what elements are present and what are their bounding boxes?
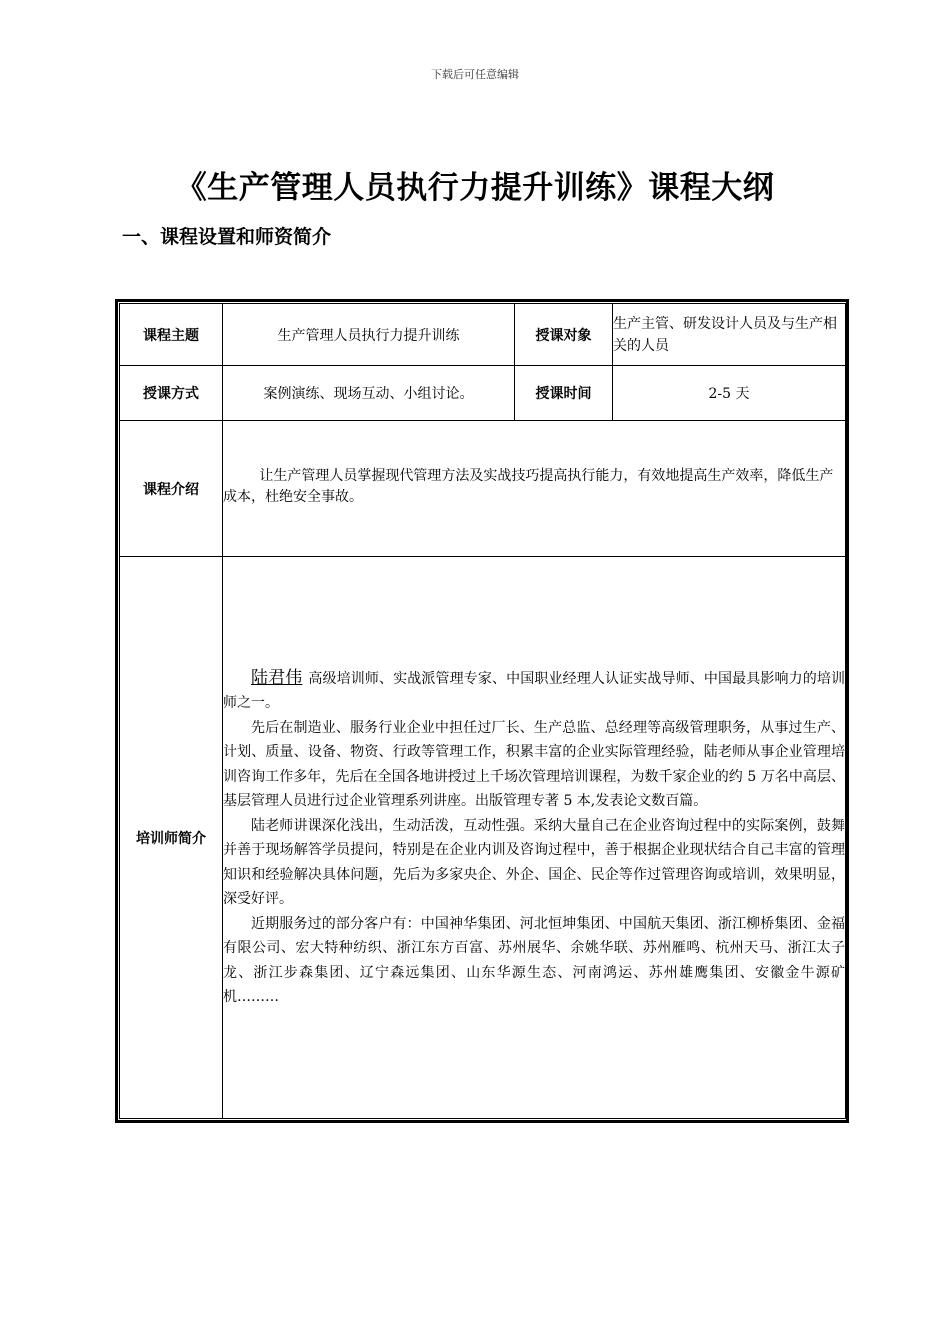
- trainer-bio-cell: [223, 557, 846, 1119]
- trainer-paragraph: 先后在制造业、服务行业企业中担任过厂长、生产总监、总经理等高级管理职务，从事过生产、计划、质量、设备、物资、行政等管理工作，积累丰富的企业实际管理经验，陆老师从事企业管理培训咨询工作多年，先后在全国各地讲授过上千场次管理培训课程，为数千家企业的约 5 万名中高层、基层管理人员进行过企业管理系列讲座。出版管理专著 5 本,发表论文数百篇。: [223, 719, 845, 809]
- intro-text: 让生产管理人员掌握现代管理方法及实战技巧提高执行能力，有效地提高生产效率，降低生产成本，杜绝安全事故。: [223, 467, 834, 505]
- trainer-summary: 高级培训师、实战派管理专家、中国职业经理人认证实战导师、中国最具影响力的培训师之一。: [223, 670, 845, 711]
- course-outline-table: [119, 303, 846, 1119]
- duration-label: 授课时间: [515, 366, 613, 421]
- trainer-label: 培训师简介: [120, 557, 223, 1119]
- trainer-paragraph: [223, 666, 845, 716]
- trainer-paragraph: 陆老师讲课深化浅出，生动活泼，互动性强。采纳大量自己在企业咨询过程中的实际案例，鼓舞并善于现场解答学员提问，特别是在企业内训及咨询过程中，善于根据企业现状结合自己丰富的管理知识和经验解决具体问题，先后为多家央企、外企、国企、民企等作过管理咨询或培训，效果明显，深受好评。: [223, 817, 845, 907]
- audience-label: 授课对象: [515, 304, 613, 366]
- document-title: 《生产管理人员执行力提升训练》课程大纲: [175, 170, 775, 206]
- trainer-name: 陆君伟: [251, 667, 303, 688]
- course-topic-label: 课程主题: [120, 304, 223, 366]
- method-label: 授课方式: [120, 366, 223, 421]
- header-note: 下载后可任意编辑: [431, 68, 519, 81]
- intro-cell: [223, 421, 846, 557]
- course-topic-value: 生产管理人员执行力提升训练: [223, 304, 515, 366]
- method-value: 案例演练、现场互动、小组讨论。: [223, 366, 515, 421]
- table-row: [120, 304, 846, 366]
- audience-value: 生产主管、研发设计人员及与生产相关的人员: [613, 304, 846, 366]
- intro-label: 课程介绍: [120, 421, 223, 557]
- duration-value: 2-5 天: [613, 366, 846, 421]
- table-row: [120, 366, 846, 421]
- table-row: [120, 421, 846, 557]
- table-row: [120, 557, 846, 1119]
- section-heading: 一、课程设置和师资简介: [122, 226, 332, 248]
- trainer-paragraph: 近期服务过的部分客户有：中国神华集团、河北恒坤集团、中国航天集团、浙江柳桥集团、金福有限公司、宏大特种纺织、浙江东方百富、苏州展华、余姚华联、苏州雁鸣、杭州天马、浙江太子龙、浙江步森集团、辽宁森远集团、山东华源生态、河南鸿运、苏州雄鹰集团、安徽金牛源矿机………: [223, 915, 845, 1005]
